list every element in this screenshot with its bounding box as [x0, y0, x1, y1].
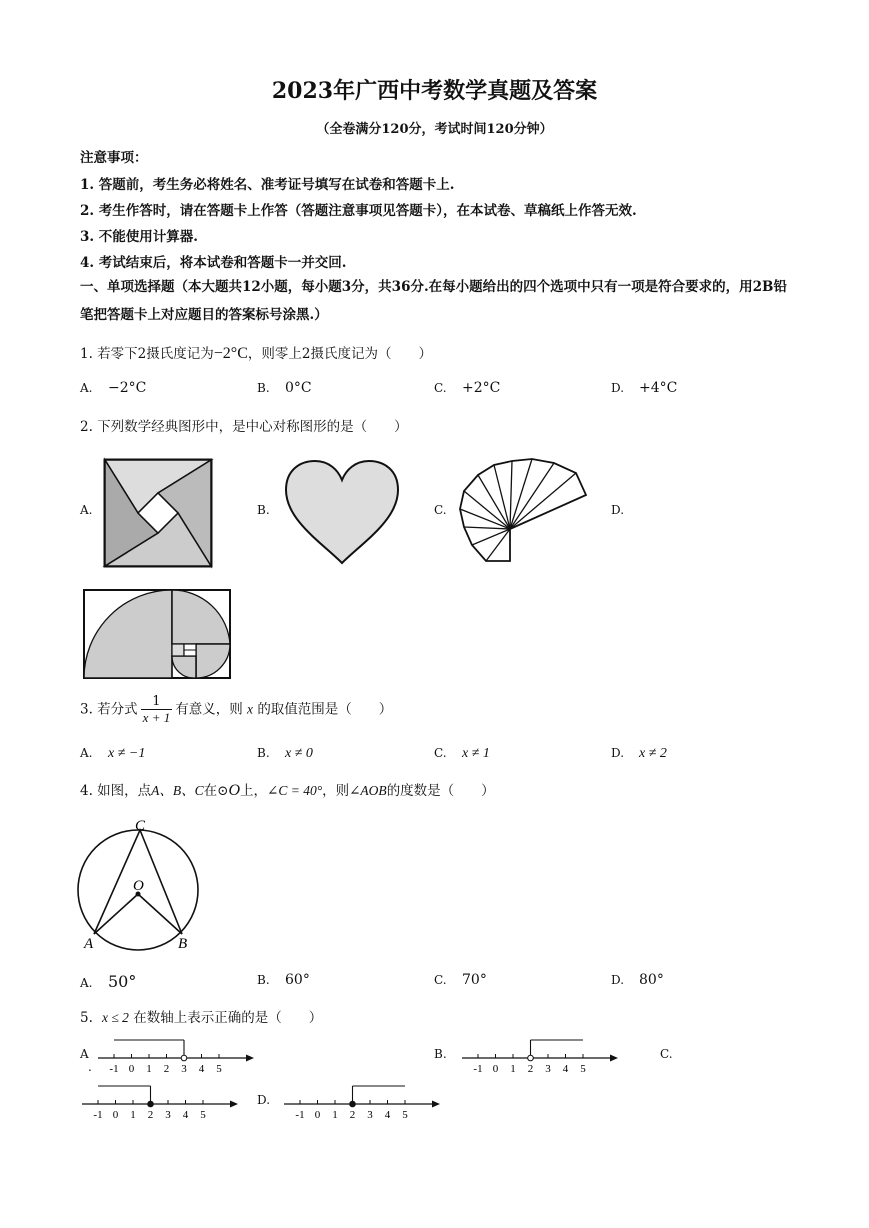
- page-title: 2023年广西中考数学真题及答案: [271, 78, 598, 104]
- axis-tick-label: 0: [112, 1109, 119, 1121]
- q3-option-d[interactable]: D. x ≠ 2: [611, 746, 667, 761]
- q5-option-a-label[interactable]: A: [80, 1047, 89, 1061]
- circle-angle-figure: [76, 814, 202, 956]
- q2-option-c-label[interactable]: C.: [434, 503, 447, 517]
- axis-tick-label: 2: [147, 1109, 154, 1121]
- note-item: 2. 考生作答时，请在答题卡上作答（答题注意事项见答题卡），在本试卷、草稿纸上作答无效.: [80, 203, 637, 219]
- q1-option-b[interactable]: B. 0°C: [257, 380, 312, 396]
- page-subtitle: （全卷满分120分，考试时间120分钟）: [316, 122, 553, 137]
- pinwheel-square-figure: [102, 457, 214, 569]
- axis-tick-label: 5: [216, 1063, 222, 1075]
- note-item: 4. 考试结束后，将本试卷和答题卡一并交回.: [80, 255, 347, 271]
- q4-option-c[interactable]: C. 70°: [434, 972, 487, 988]
- note-item: 1. 答题前，考生务必将姓名、准考证号填写在试卷和答题卡上.: [80, 177, 455, 193]
- axis-tick-label: 4: [562, 1063, 569, 1075]
- section-heading: 一、单项选择题（本大题共12小题，每小题3分，共36分.在每小题给出的四个选项中只有一项是符合要求的，用2B铅笔把答题卡上对应题目的答案标号涂黑.）: [80, 279, 787, 323]
- axis-tick-label: 0: [314, 1109, 321, 1121]
- heart-figure: [282, 458, 402, 568]
- q1-option-d[interactable]: D. +4°C: [611, 380, 678, 396]
- number-line-d: [282, 1082, 444, 1122]
- axis-tick-label: -1: [473, 1063, 483, 1075]
- golden-spiral-figure: [80, 586, 234, 682]
- q4-option-a[interactable]: A. 50°: [80, 972, 137, 991]
- axis-tick-label: 4: [198, 1063, 205, 1075]
- axis-tick-label: -1: [295, 1109, 305, 1121]
- axis-tick-label: 3: [545, 1063, 551, 1075]
- axis-tick-label: 2: [349, 1109, 356, 1121]
- q5-option-c-label[interactable]: C.: [660, 1047, 673, 1061]
- axis-tick-label: 3: [181, 1063, 187, 1075]
- number-line-a: [96, 1036, 258, 1076]
- question-2-stem: 2. 下列数学经典图形中，是中心对称图形的是（ ）: [80, 419, 408, 435]
- q3-option-b[interactable]: B. x ≠ 0: [257, 746, 313, 761]
- axis-tick-label: 1: [130, 1109, 136, 1121]
- axis-tick-label: 3: [165, 1109, 171, 1121]
- axis-tick-label: 1: [146, 1063, 152, 1075]
- q5-option-b-label[interactable]: B.: [434, 1047, 447, 1061]
- point-c-label: C: [135, 818, 146, 834]
- axis-tick-label: 4: [384, 1109, 391, 1121]
- axis-tick-label: 3: [367, 1109, 373, 1121]
- q3-option-c[interactable]: C. x ≠ 1: [434, 746, 490, 761]
- number-line-b: [460, 1036, 622, 1076]
- axis-tick-label: 5: [200, 1109, 206, 1121]
- question-1-stem: 1. 若零下2摄氏度记为−2°C，则零上2摄氏度记为（ ）: [80, 345, 432, 362]
- spiral-triangles-figure: [458, 457, 590, 565]
- q1-option-a[interactable]: A. −2°C: [80, 380, 147, 396]
- q2-option-b-label[interactable]: B.: [257, 503, 270, 517]
- axis-tick-label: 5: [402, 1109, 408, 1121]
- number-line-c: [80, 1082, 242, 1122]
- center-o-label: O: [133, 878, 144, 894]
- q4-option-d[interactable]: D. 80°: [611, 972, 664, 988]
- question-3-stem: 3. 若分式 $\frac{1}{x + 1}$ 有意义，则 x 的取值范围是（ ）: [80, 694, 393, 725]
- question-5-stem: 5. x ≤ 2 在数轴上表示正确的是（ ）: [80, 1010, 323, 1026]
- point-a-label: A: [84, 936, 94, 952]
- axis-tick-label: -1: [109, 1063, 119, 1075]
- axis-tick-label: 2: [163, 1063, 170, 1075]
- open-endpoint: [181, 1055, 187, 1061]
- q4-option-b[interactable]: B. 60°: [257, 972, 310, 988]
- q2-option-d-label[interactable]: D.: [611, 503, 625, 517]
- axis-tick-label: 0: [128, 1063, 135, 1075]
- point-b-label: B: [178, 936, 188, 952]
- q3-option-a[interactable]: A. x ≠ −1: [80, 746, 146, 761]
- closed-endpoint: [350, 1101, 356, 1107]
- axis-tick-label: 2: [527, 1063, 534, 1075]
- axis-tick-label: 1: [510, 1063, 516, 1075]
- axis-tick-label: 5: [580, 1063, 586, 1075]
- closed-endpoint: [148, 1101, 154, 1107]
- q5-option-d-label[interactable]: D.: [257, 1093, 271, 1107]
- axis-tick-label: 0: [492, 1063, 499, 1075]
- axis-tick-label: 4: [182, 1109, 189, 1121]
- axis-tick-label: 1: [332, 1109, 338, 1121]
- q5-option-a-dot: .: [88, 1060, 92, 1074]
- notes-heading: 注意事项：: [80, 150, 148, 166]
- note-item: 3. 不能使用计算器.: [80, 229, 198, 245]
- q2-option-a-label[interactable]: A.: [80, 503, 93, 517]
- question-4-stem: 4. 如图，点A、B、C在⊙O上，∠C = 40°，则∠AOB的度数是（ ）: [80, 782, 495, 799]
- axis-tick-label: -1: [93, 1109, 103, 1121]
- open-endpoint: [528, 1055, 534, 1061]
- q1-option-c[interactable]: C. +2°C: [434, 380, 501, 396]
- fraction: $\frac{1}{x + 1}$: [142, 694, 171, 725]
